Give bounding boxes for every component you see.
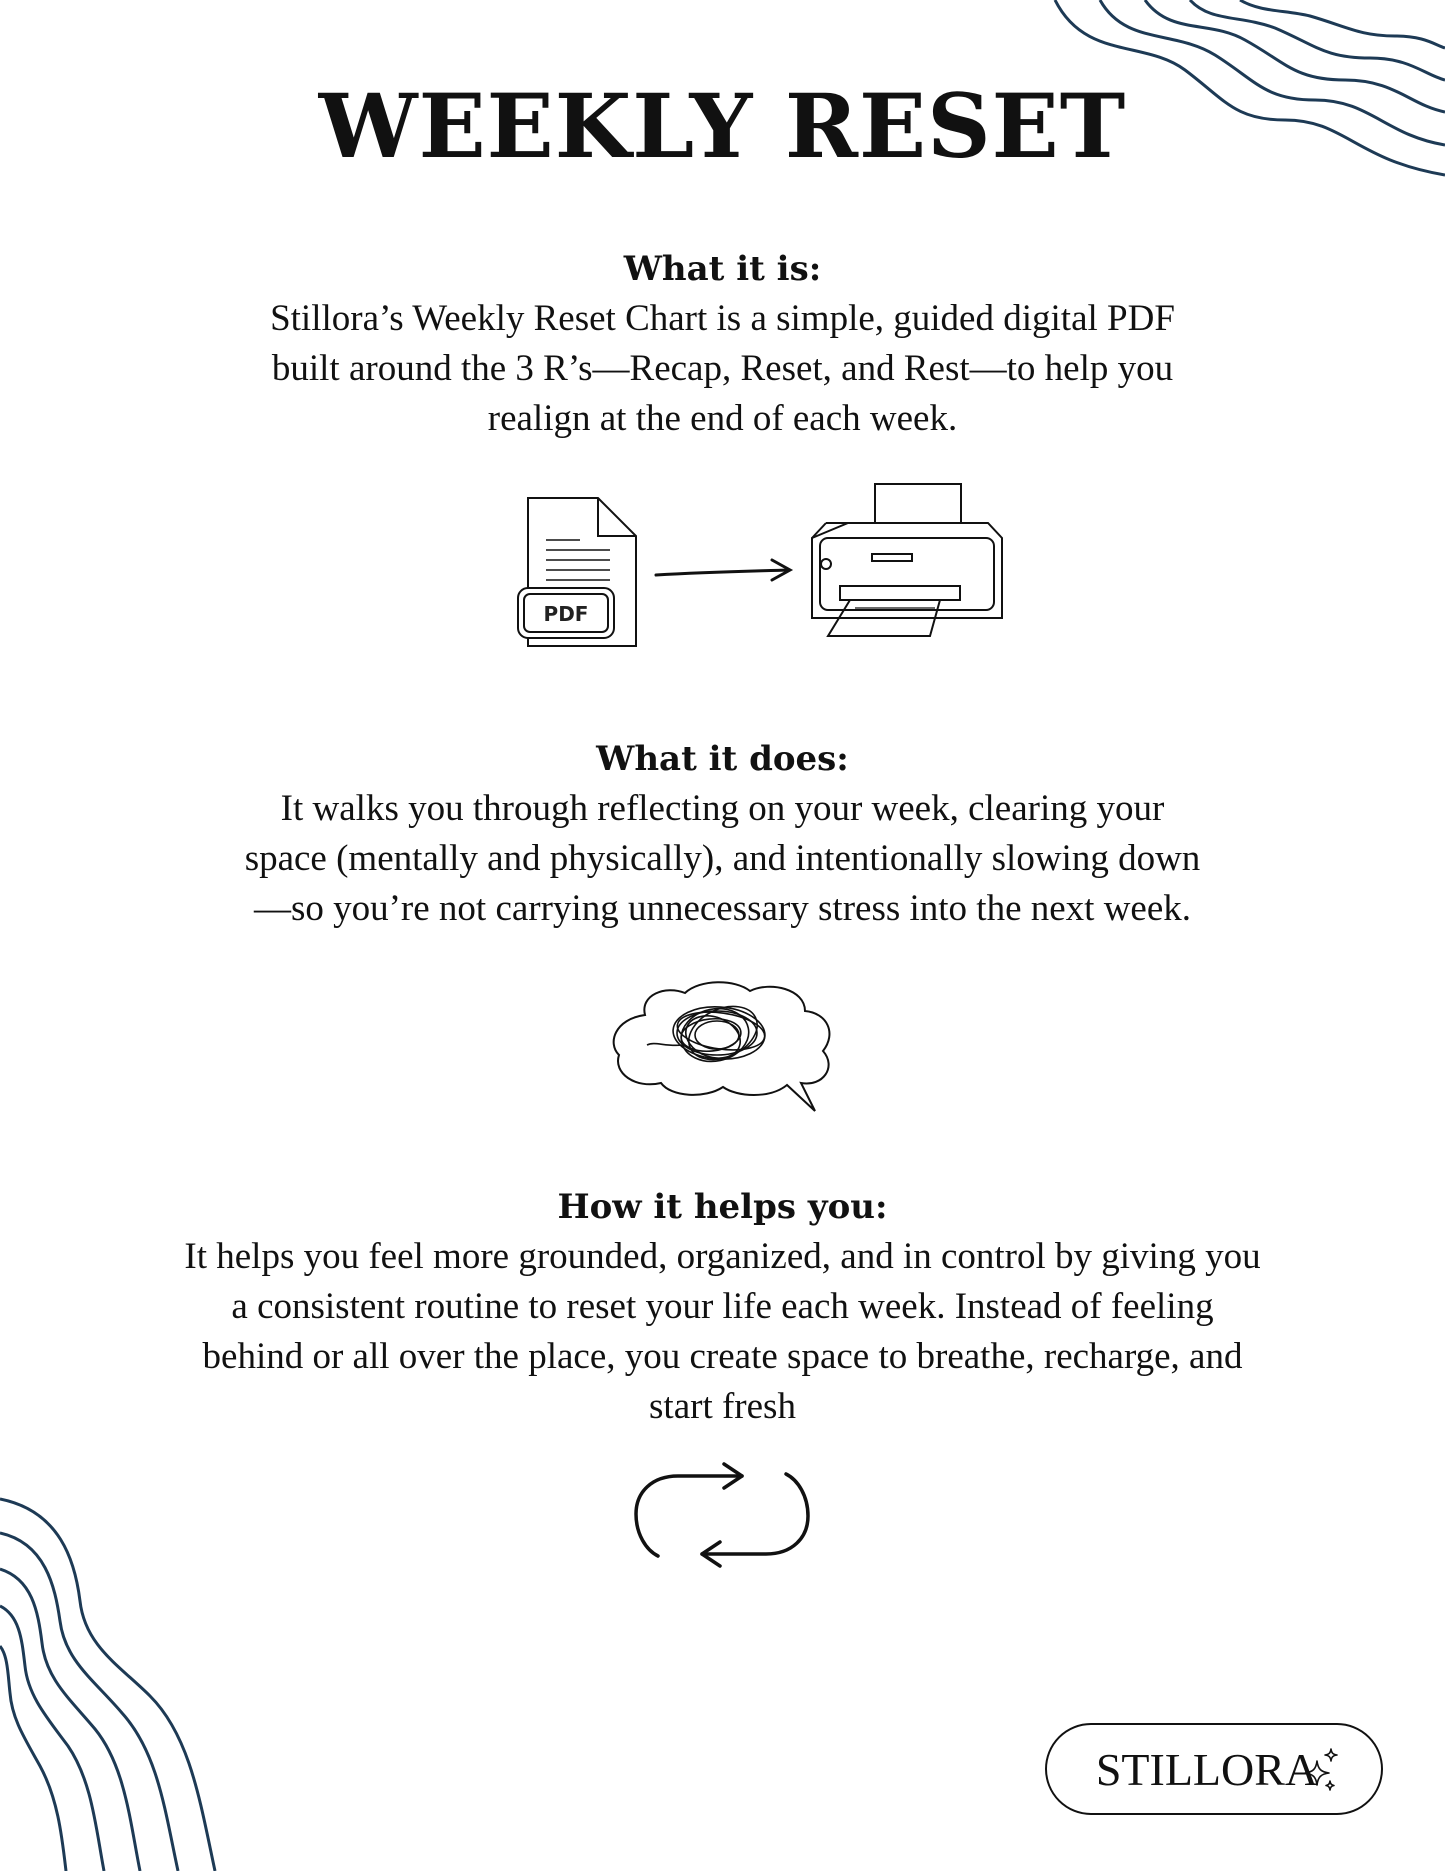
printer-icon: [812, 484, 1002, 636]
body-line: space (mentally and physically), and intentionally slowing down: [244, 838, 1201, 879]
body-line: built around the 3 R’s—Recap, Reset, and Rest—to help you: [271, 348, 1174, 389]
section-body: [0, 294, 1445, 444]
pdf-badge-label: PDF: [543, 602, 589, 626]
body-line: It walks you through reflecting on your week, clearing your: [280, 788, 1165, 829]
section-heading: How it helps you:: [557, 1187, 888, 1227]
section-how-it-helps: [0, 1182, 1445, 1432]
thought-cloud-icon: [605, 975, 845, 1115]
wave-decoration-bottom-left: [0, 1481, 330, 1871]
body-line: —so you’re not carrying unnecessary stress into the next week.: [253, 888, 1192, 929]
sparkle-icon: [1301, 1747, 1341, 1797]
section-what-it-is: [0, 244, 1445, 444]
logo-text: STILLORA: [1095, 1743, 1319, 1795]
body-line: start fresh: [649, 1386, 796, 1427]
body-line: realign at the end of each week.: [487, 398, 958, 439]
section-body: [0, 784, 1445, 934]
pdf-to-printer-illustration: [510, 478, 1010, 653]
body-line: It helps you feel more grounded, organized, and in control by giving you: [184, 1236, 1261, 1277]
section-heading: What it is:: [623, 249, 822, 289]
stillora-logo-badge: [1045, 1723, 1383, 1815]
section-body: [0, 1232, 1445, 1432]
section-heading: What it does:: [596, 739, 849, 779]
arrow-right-icon: [656, 560, 790, 580]
body-line: Stillora’s Weekly Reset Chart is a simple, guided digital PDF: [270, 298, 1175, 339]
cycle-arrows-icon: [630, 1460, 815, 1570]
section-what-it-does: [0, 734, 1445, 934]
page-title: WEEKLY RESET: [318, 74, 1127, 178]
body-line: a consistent routine to reset your life each week. Instead of feeling: [231, 1286, 1214, 1327]
body-line: behind or all over the place, you create space to breathe, recharge, and: [202, 1336, 1243, 1377]
